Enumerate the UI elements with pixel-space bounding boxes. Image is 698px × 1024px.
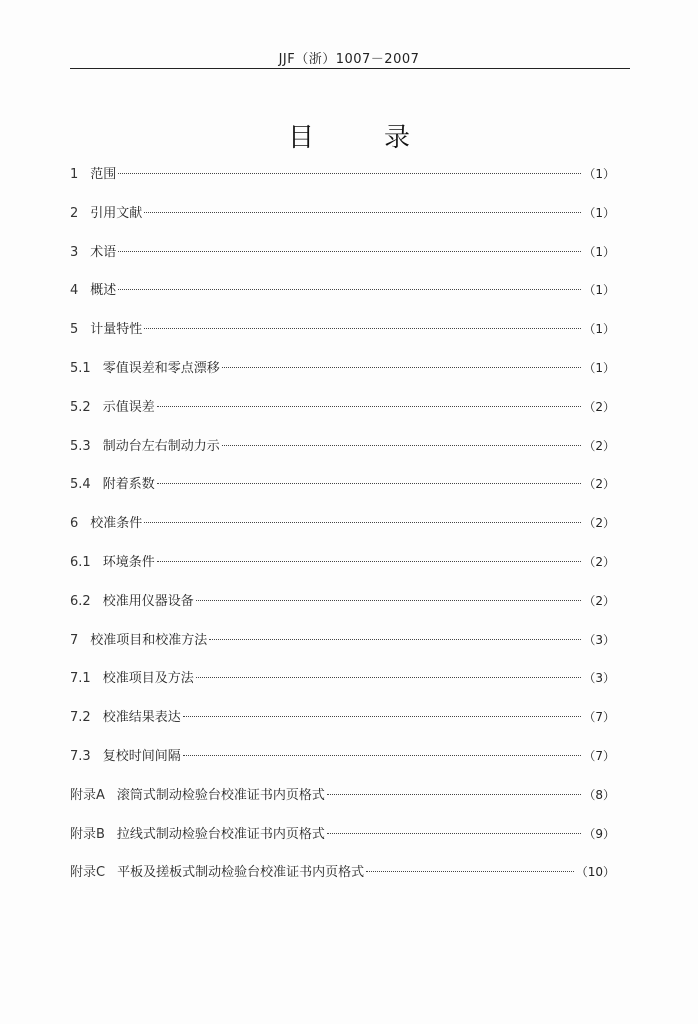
toc-leader-dots [209, 639, 581, 640]
toc-leader-dots [144, 212, 581, 213]
toc-entry[interactable] [70, 783, 615, 822]
toc-entry[interactable] [70, 860, 615, 899]
document-code-header: JJF（浙）1007－2007 [278, 52, 420, 67]
toc-entry[interactable] [70, 395, 615, 434]
toc-entry-page: （1） [583, 360, 615, 375]
toc-entry-number: 2 [70, 205, 79, 221]
toc-entry-page: （7） [583, 710, 615, 725]
toc-leader-dots [222, 367, 582, 368]
toc-entry-label: 附着系数 [102, 477, 155, 493]
toc-entry-label: 滚筒式制动检验台校准证书内页格式 [116, 787, 325, 803]
toc-entry-label: 示值误差 [102, 399, 155, 415]
toc-leader-dots [157, 561, 582, 562]
toc-leader-dots [118, 251, 581, 252]
toc-entry-number: 7.3 [70, 748, 91, 764]
toc-entry-number: 5.2 [70, 399, 91, 415]
toc-entry-page: （2） [583, 554, 615, 569]
table-of-contents [70, 162, 615, 899]
toc-entry-page: （7） [583, 748, 615, 763]
toc-entry-page: （8） [583, 787, 615, 802]
toc-entry-page: （1） [583, 283, 615, 298]
toc-entry-label: 引用文献 [90, 205, 143, 221]
toc-entry-page: （3） [583, 632, 615, 647]
toc-entry[interactable] [70, 550, 615, 589]
toc-entry-number: 6 [70, 516, 79, 532]
toc-entry-number: 5.1 [70, 360, 91, 376]
toc-leader-dots [157, 483, 582, 484]
toc-entry-label: 制动台左右制动力示 [102, 438, 220, 454]
toc-entry[interactable] [70, 744, 615, 783]
toc-leader-dots [144, 328, 581, 329]
toc-entry[interactable] [70, 278, 615, 317]
toc-entry-label: 复校时间间隔 [102, 748, 181, 764]
toc-leader-dots [183, 755, 582, 756]
toc-entry[interactable] [70, 201, 615, 240]
toc-entry-label: 术语 [90, 244, 117, 260]
toc-entry-number: 附录A [70, 787, 105, 803]
toc-entry-label: 校准用仪器设备 [102, 593, 194, 609]
toc-entry-label: 环境条件 [102, 554, 155, 570]
toc-entry[interactable] [70, 162, 615, 201]
toc-leader-dots [222, 445, 582, 446]
toc-entry-label: 校准项目及方法 [102, 671, 194, 687]
toc-entry-label: 平板及搓板式制动检验台校准证书内页格式 [117, 865, 365, 881]
toc-leader-dots [157, 406, 582, 407]
toc-leader-dots [327, 833, 581, 834]
toc-entry-number: 5.3 [70, 438, 91, 454]
toc-entry-page: （2） [583, 593, 615, 608]
toc-entry-page: （2） [583, 477, 615, 492]
toc-entry-number: 3 [70, 244, 79, 260]
toc-entry-number: 附录C [70, 865, 106, 881]
toc-entry-label: 零值误差和零点漂移 [102, 360, 220, 376]
toc-entry-page: （1） [583, 244, 615, 259]
toc-entry-number: 7 [70, 632, 79, 648]
toc-entry-number: 5.4 [70, 477, 91, 493]
toc-entry-label: 范围 [90, 167, 117, 182]
toc-entry[interactable] [70, 356, 615, 395]
toc-leader-dots [144, 522, 581, 523]
toc-leader-dots [366, 871, 574, 872]
toc-entry-number: 7.1 [70, 671, 91, 687]
toc-entry[interactable] [70, 705, 615, 744]
toc-entry[interactable] [70, 472, 615, 511]
toc-entry-label: 拉线式制动检验台校准证书内页格式 [116, 826, 325, 842]
page-title [0, 117, 698, 154]
toc-entry-number: 4 [70, 283, 79, 299]
toc-leader-dots [327, 794, 581, 795]
toc-leader-dots [196, 677, 582, 678]
toc-leader-dots [118, 289, 581, 290]
toc-entry-page: （9） [583, 826, 615, 841]
toc-leader-dots [118, 173, 581, 174]
toc-entry-number: 1 [70, 167, 79, 182]
toc-entry-number: 5 [70, 322, 79, 338]
toc-entry-label: 校准结果表达 [102, 710, 181, 726]
toc-entry-label: 校准项目和校准方法 [90, 632, 208, 648]
toc-entry-page: （1） [583, 322, 615, 337]
toc-entry-page: （2） [583, 516, 615, 531]
title-char-1: 目 [287, 123, 314, 153]
toc-entry-page: （2） [583, 399, 615, 414]
toc-entry-page: （1） [583, 205, 615, 220]
toc-entry-label: 校准条件 [90, 516, 143, 532]
toc-entry-number: 附录B [70, 826, 105, 842]
toc-entry-number: 6.1 [70, 554, 91, 570]
toc-entry-label: 概述 [90, 283, 117, 299]
toc-entry[interactable] [70, 317, 615, 356]
toc-entry-number: 6.2 [70, 593, 91, 609]
toc-entry-page: （3） [583, 671, 615, 686]
toc-entry-label: 计量特性 [90, 322, 143, 338]
toc-entry-number: 7.2 [70, 710, 91, 726]
toc-entry[interactable] [70, 822, 615, 861]
toc-entry-page: （1） [583, 167, 615, 181]
toc-leader-dots [196, 600, 582, 601]
toc-entry-page: （2） [583, 438, 615, 453]
toc-entry-page: （10） [575, 865, 615, 880]
header-divider [70, 68, 630, 69]
title-char-2: 录 [384, 123, 411, 153]
toc-entry[interactable] [70, 511, 615, 550]
toc-entry[interactable] [70, 240, 615, 279]
toc-entry[interactable] [70, 434, 615, 473]
toc-entry[interactable] [70, 589, 615, 628]
toc-entry[interactable] [70, 666, 615, 705]
toc-entry[interactable] [70, 628, 615, 667]
toc-leader-dots [183, 716, 582, 717]
